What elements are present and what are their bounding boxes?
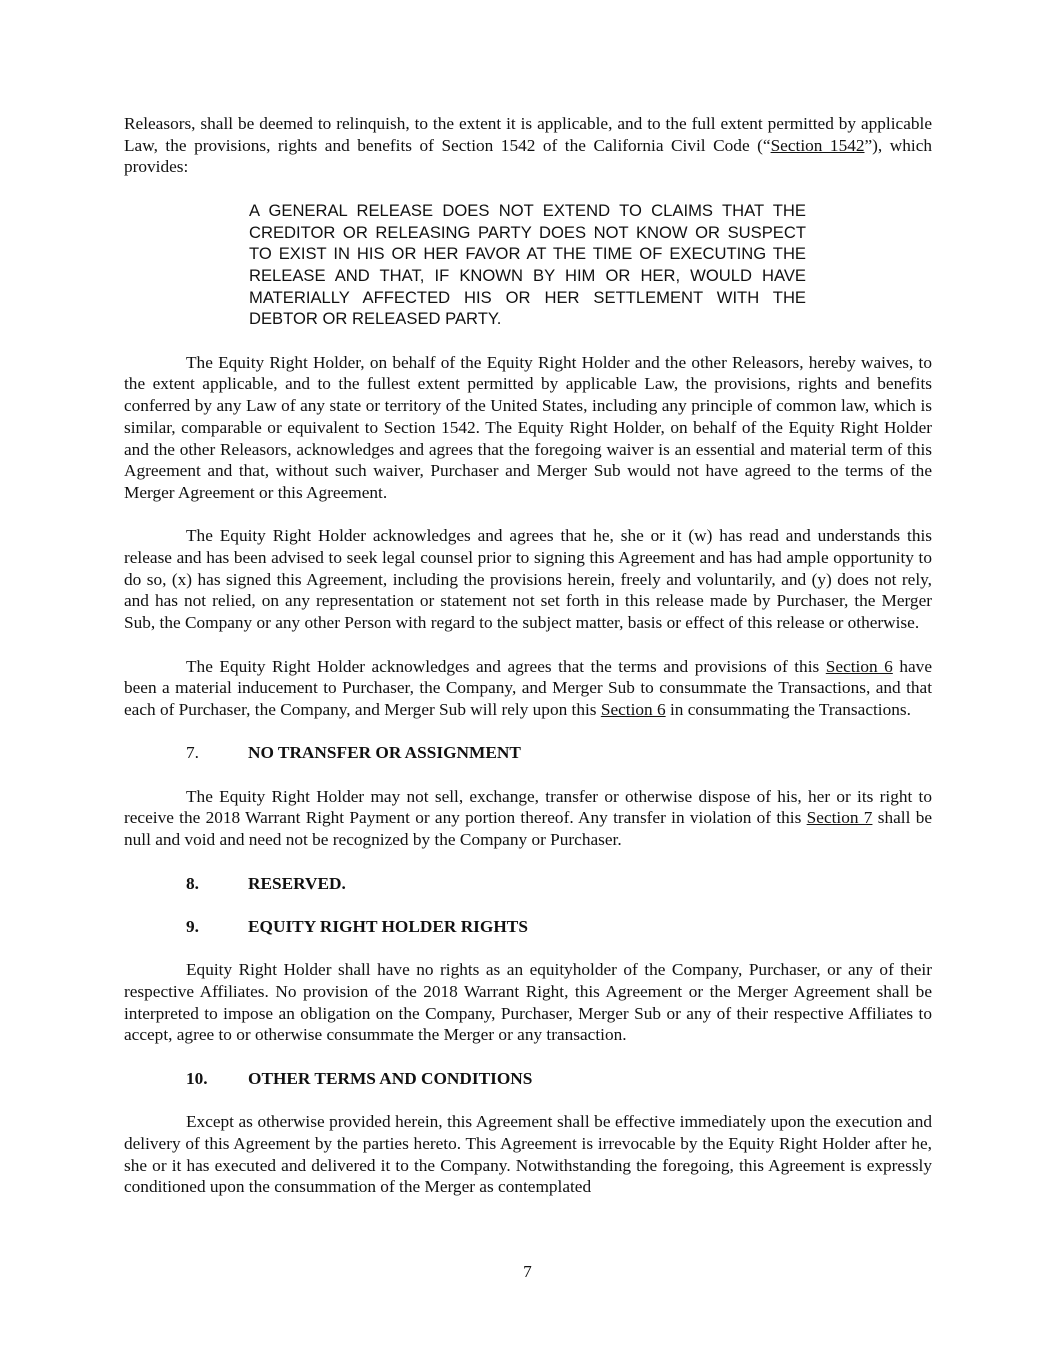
page-number: 7 [523,1262,532,1281]
paragraph-section-1542-intro: Releasors, shall be deemed to relinquish, to the extent it is applicable, and to the full extent permitted by applicable Law, the provisions, rights and benefits of Section 1542 of the California Civil Code (“Section 1542”), which provides: [124,114,933,177]
section-number: 9. [186,916,199,936]
paragraph-acknowledgement: The Equity Right Holder acknowledges and agrees that he, she or it (w) has read and understands this release and has been advised to seek legal counsel prior to signing this Agreement and has had ample opportunity to do so, (x) has signed this Agreement, including the provisions herein, freely and voluntarily, and (y) does not rely, and has not relied, on any representation or statement not set forth in this release made by Purchaser, the Merger Sub, the Company or any other Person with regard to the subject matter, basis or effect of this release or otherwise. [124,526,932,633]
section-7-reference: Section 7 [806,808,873,828]
section-title: EQUITY RIGHT HOLDER RIGHTS [248,916,528,936]
document-body [124,113,932,1198]
paragraph-inducement: The Equity Right Holder acknowledges and agrees that the terms and provisions of this Section 6 have been a material inducement to Purchaser, the Company, and Merger Sub to consummate the Transactions, and that each of Purchaser, the Company, and Merger Sub will rely upon this Section 6 in consummating the Transactions. [124,656,932,719]
section-9-heading [124,916,932,938]
section-6-reference: Section 6 [825,656,893,676]
section-10-heading [124,1068,932,1090]
section-7-heading [124,742,932,764]
section-title: NO TRANSFER OR ASSIGNMENT [248,743,521,763]
section-number: 7. [186,743,199,763]
section-title: OTHER TERMS AND CONDITIONS [248,1068,533,1088]
paragraph-section-9: Equity Right Holder shall have no rights as an equityholder of the Company, Purchaser, or any of their respective Affiliates. No provision of the 2018 Warrant Right, this Agreement or the Merger Agreement shall be interpreted to impose an obligation on the Company, Purchaser, Merger Sub or any of their respective Affiliates to accept, agree to or otherwise consummate the Merger or any transaction. [124,960,932,1045]
section-8-heading [124,873,932,895]
civil-code-quote: A GENERAL RELEASE DOES NOT EXTEND TO CLAIMS THAT THE CREDITOR OR RELEASING PARTY DOES NOT KNOW OR SUSPECT TO EXIST IN HIS OR HER FAVOR AT THE TIME OF EXECUTING THE RELEASE AND THAT, IF KNOWN BY HIM OR HER, WOULD HAVE MATERIALLY AFFECTED HIS OR HER SETTLEMENT WITH THE DEBTOR OR RELEASED PARTY. [249,200,806,329]
section-1542-reference: Section 1542 [770,135,865,155]
paragraph-section-10: Except as otherwise provided herein, this Agreement shall be effective immediately upon the execution and delivery of this Agreement by the parties hereto. This Agreement is irrevocable by the Equity Right Holder after he, she or it has executed and delivered it to the Company. Notwithstanding the foregoing, this Agreement is expressly conditioned upon the consummation of the Merger as contemplated [124,1112,932,1197]
section-number: 8. [186,873,199,893]
paragraph-waiver: The Equity Right Holder, on behalf of the Equity Right Holder and the other Releasors, hereby waives, to the extent applicable, and to the fullest extent permitted by applicable Law, the provisions, rights and benefits conferred by any Law of any state or territory of the United States, including any principle of common law, which is similar, comparable or equivalent to Section 1542. The Equity Right Holder, on behalf of the Equity Right Holder and the other Releasors, acknowledges and agrees that the foregoing waiver is an essential and material term of this Agreement and that, without such waiver, Purchaser and Merger Sub would not have agreed to the terms of the Merger Agreement or this Agreement. [124,352,932,502]
section-6-reference: Section 6 [600,699,666,719]
paragraph-section-7: The Equity Right Holder may not sell, exchange, transfer or otherwise dispose of his, her or its right to receive the 2018 Warrant Right Payment or any portion thereof. Any transfer in violation of this Section 7 shall be null and void and need not be recognized by the Company or Purchaser. [124,786,933,850]
section-title: RESERVED. [248,873,346,893]
section-number: 10. [186,1068,208,1088]
